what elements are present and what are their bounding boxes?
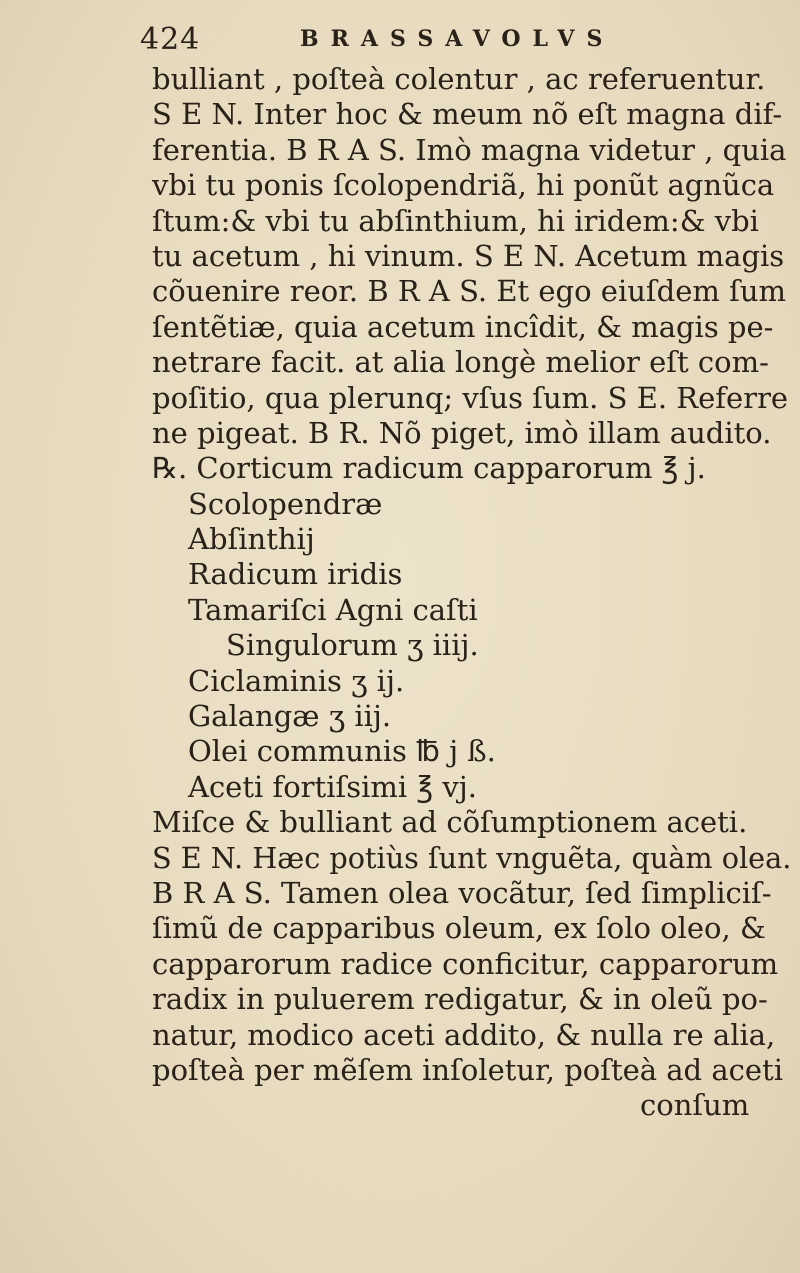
recipe-line: Scolopendræ — [188, 486, 383, 521]
recipe-line: Singulorum ʒ iiij. — [226, 628, 479, 663]
recipe-line: Galangæ ʒ iij. — [188, 699, 392, 734]
recipe-line: Ciclaminis ʒ ij. — [188, 663, 405, 698]
recipe-line: Olei communis ℔ j ß. — [188, 734, 496, 769]
running-head: BRASSAVOLVS — [300, 26, 615, 52]
text-line: ſentẽtiæ, quia acetum incîdit, & magis pe- — [152, 309, 774, 344]
text-line: tu acetum , hi vinum. S E N. Acetum magis — [152, 238, 785, 273]
text-line: ſtum:& vbi tu abſinthium, hi iridem:& vbi — [152, 203, 759, 238]
text-line: S E N. Hæc potiùs ſunt vnguẽta, quàm olea. — [152, 840, 792, 875]
text-line: B R A S. Tamen olea vocãtur, ſed ſimpliciſ- — [152, 875, 772, 910]
text-line: poſitio, qua plerunq; vſus ſum. S E. Referre — [152, 380, 789, 415]
text-line: Miſce & bulliant ad cõſumptionem aceti. — [152, 805, 748, 840]
text-line: radix in puluerem redigatur, & in oleũ po- — [152, 982, 768, 1017]
text-line: cõuenire reor. B R A S. Et ego eiuſdem ſum — [152, 274, 786, 309]
catchword: conſum — [640, 1088, 750, 1123]
text-line: capparorum radice conficitur, capparorum — [152, 946, 779, 981]
page-number: 424 — [140, 22, 201, 57]
text-line: vbi tu ponis ſcolopendriã, hi ponũt agnũca — [152, 168, 775, 203]
text-line: ferentia. B R A S. Imò magna videtur , quia — [152, 132, 787, 167]
text-line: S E N. Inter hoc & meum nõ eſt magna dif- — [152, 97, 783, 132]
recipe-line: Abſinthij — [188, 522, 315, 557]
text-line: netrare facit. at alia longè melior eſt com- — [152, 345, 769, 380]
recipe-line: ℞. Corticum radicum capparorum ℥ j. — [152, 451, 706, 486]
text-line: poſteà per mẽſem inſoletur, poſteà ad aceti — [152, 1052, 783, 1087]
text-line: ſimũ de capparibus oleum, ex ſolo oleo, & — [152, 911, 766, 946]
text-line: natur, modico aceti addito, & nulla re alia, — [152, 1017, 776, 1052]
recipe-line: Radicum iridis — [188, 557, 403, 592]
text-line: ne pigeat. B R. Nõ piget, imò illam audito. — [152, 415, 772, 450]
recipe-line: Aceti fortiſsimi ℥ vj. — [188, 769, 477, 804]
recipe-line: Tamariſci Agni caſti — [188, 592, 478, 627]
body-text — [152, 62, 792, 1124]
text-line: bulliant , poſteà colentur , ac referuentur. — [152, 62, 766, 96]
